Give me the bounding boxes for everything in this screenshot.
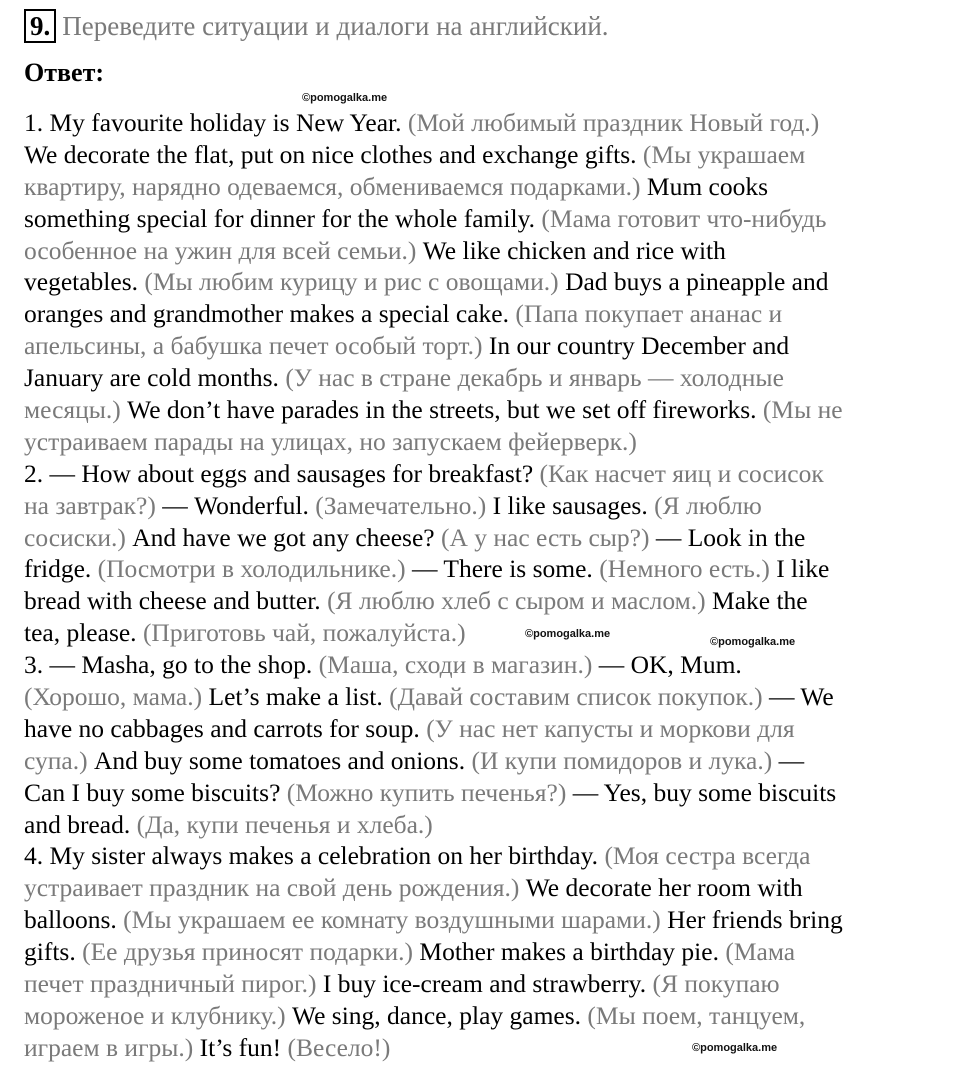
text-line [24,777,934,809]
english-text: something special for dinner for the whole family. [24,203,542,233]
watermark: ©pomogalka.me [302,92,388,104]
english-text: We don’t have parades in the streets, but we set off fireworks. [127,395,763,425]
english-text: — We [768,682,834,712]
text-line [24,872,934,904]
text-line [24,426,934,458]
russian-translation: (Моя сестра всегда [604,841,811,871]
english-text: have no cabbages and carrots for soup. [24,713,427,743]
english-text: We like chicken and rice with [422,235,726,265]
russian-translation: (Папа покупает ананас и [515,299,783,329]
russian-translation: сосиски.) [24,522,133,552]
text-line [24,713,934,745]
english-text: Let’s make a list. [208,682,390,712]
english-text: And have we got any cheese? [132,522,441,552]
russian-translation: апельсины, а бабушка печет особый торт.) [24,331,489,361]
text-line [24,936,934,968]
english-text: Dad buys a pineapple and [565,267,829,297]
russian-translation: (Ее друзья приносят подарки.) [82,937,420,967]
english-text: 2. — How about eggs and sausages for breakfast? [24,458,540,488]
text-line [24,203,934,235]
text-line [24,968,934,1000]
watermark: ©pomogalka.me [692,1042,778,1054]
english-text: vegetables. [24,267,145,297]
answer-text [24,107,934,1064]
english-text: oranges and grandmother makes a special cake. [24,299,516,329]
russian-translation: (Мы украшаем [642,139,806,169]
text-line [24,107,934,139]
russian-translation: мороженое и клубнику.) [24,1000,293,1030]
english-text: Mum cooks [646,171,769,201]
english-text: I buy ice-cream and strawberry. [322,969,653,999]
text-line [24,394,934,426]
russian-translation: (Мама [725,937,796,967]
english-text: Mother makes a birthday pie. [419,937,726,967]
russian-translation: (Приготовь чай, пожалуйста.) [142,618,466,648]
english-text: Make the [712,586,808,616]
text-line [24,490,934,522]
russian-translation: (Мы любим курицу и рис с овощами.) [144,267,566,297]
text-line [24,681,934,713]
exercise-task: Переведите ситуации и диалоги на английский. [62,10,609,41]
text-line [24,330,934,362]
english-text: balloons. [24,905,124,935]
russian-translation: (Весело!) [287,1032,391,1062]
text-line [24,617,934,649]
russian-translation: (Да, купи печенья и хлеба.) [136,809,433,839]
russian-translation: (Как насчет яиц и сосисок [539,458,824,488]
russian-translation: (У нас в стране декабрь и январь — холодные [285,363,784,393]
english-text: tea, please. [24,618,143,648]
russian-translation: особенное на ужин для всей семьи.) [24,235,423,265]
answer-label: Ответ: [24,58,105,87]
english-text: I like [776,554,830,584]
english-text: 1. My favourite holiday is New Year. [24,108,408,137]
english-text: — [778,745,805,775]
exercise-header [24,8,609,44]
english-text: fridge. [24,554,98,584]
english-text: — There is some. [411,554,600,584]
russian-translation: (У нас нет капусты и моркови для [426,713,795,743]
russian-translation: (Замечательно.) [315,490,493,520]
russian-translation: устраиваем парады на улицах, но запускаем фейерверк.) [24,426,637,456]
russian-translation: печет праздничный пирог.) [24,969,323,999]
watermark: ©pomogalka.me [710,636,796,648]
english-text: — Look in the [655,522,806,552]
text-line [24,745,934,777]
text-line [24,553,934,585]
russian-translation: (Мы поем, танцуем, [587,1000,806,1030]
english-text: It’s fun! [199,1032,288,1062]
russian-translation: (Маша, сходи в магазин.) [318,650,599,680]
russian-translation: (Я люблю [654,490,762,520]
english-text: We sing, dance, play games. [292,1000,588,1030]
english-text: — Yes, buy some biscuits [572,777,837,807]
text-line [24,362,934,394]
english-text: — OK, Mum. [598,650,742,680]
russian-translation: (А у нас есть сыр?) [440,522,656,552]
russian-translation: (Посмотри в холодильнике.) [97,554,412,584]
exercise-number: 9. [24,9,56,43]
text-line [24,458,934,490]
english-text: We decorate the flat, put on nice clothes and exchange gifts. [24,139,643,169]
russian-translation: (И купи помидоров и лука.) [471,745,779,775]
text-line [24,904,934,936]
russian-translation: играем в игры.) [24,1032,200,1062]
russian-translation: (Хорошо, мама.) [24,682,209,712]
english-text: I like sausages. [492,490,655,520]
russian-translation: на завтрак?) [24,490,163,520]
text-line [24,522,934,554]
english-text: We decorate her room with [525,873,803,903]
text-line [24,1032,934,1064]
english-text: 3. — Masha, go to the shop. [24,650,319,680]
text-line [24,1000,934,1032]
text-line [24,840,934,872]
russian-translation: месяцы.) [24,395,128,425]
english-text: bread with cheese and butter. [24,586,328,616]
russian-translation: (Мама готовит что-нибудь [541,203,827,233]
russian-translation: (Немного есть.) [599,554,777,584]
russian-translation: (Я покупаю [652,969,780,999]
russian-translation: супа.) [24,745,94,775]
english-text: and bread. [24,809,137,839]
russian-translation: (Я люблю хлеб с сыром и маслом.) [327,586,713,616]
russian-translation: квартиру, нарядно одеваемся, обмениваемся подарками.) [24,171,647,201]
text-line [24,266,934,298]
text-line [24,139,934,171]
english-text: January are cold months. [24,363,286,393]
text-line [24,235,934,267]
russian-translation: (Мы не [762,395,843,425]
russian-translation: (Давай составим список покупок.) [389,682,769,712]
watermark: ©pomogalka.me [525,628,611,640]
text-line [24,649,934,681]
text-line [24,809,934,841]
text-line [24,585,934,617]
english-text: 4. My sister always makes a celebration on her birthday. [24,841,605,871]
english-text: In our country December and [488,331,790,361]
english-text: Can I buy some biscuits? [24,777,287,807]
english-text: — Wonderful. [162,490,316,520]
text-line [24,298,934,330]
english-text: gifts. [24,937,83,967]
russian-translation: устраивает праздник на свой день рождения.) [24,873,526,903]
text-line [24,171,934,203]
english-text: And buy some tomatoes and onions. [93,745,472,775]
english-text: Her friends bring [667,905,843,935]
russian-translation: (Мы украшаем ее комнату воздушными шарами.) [123,905,668,935]
russian-translation: (Можно купить печенья?) [286,777,573,807]
russian-translation: (Мой любимый праздник Новый год.) [407,108,820,137]
